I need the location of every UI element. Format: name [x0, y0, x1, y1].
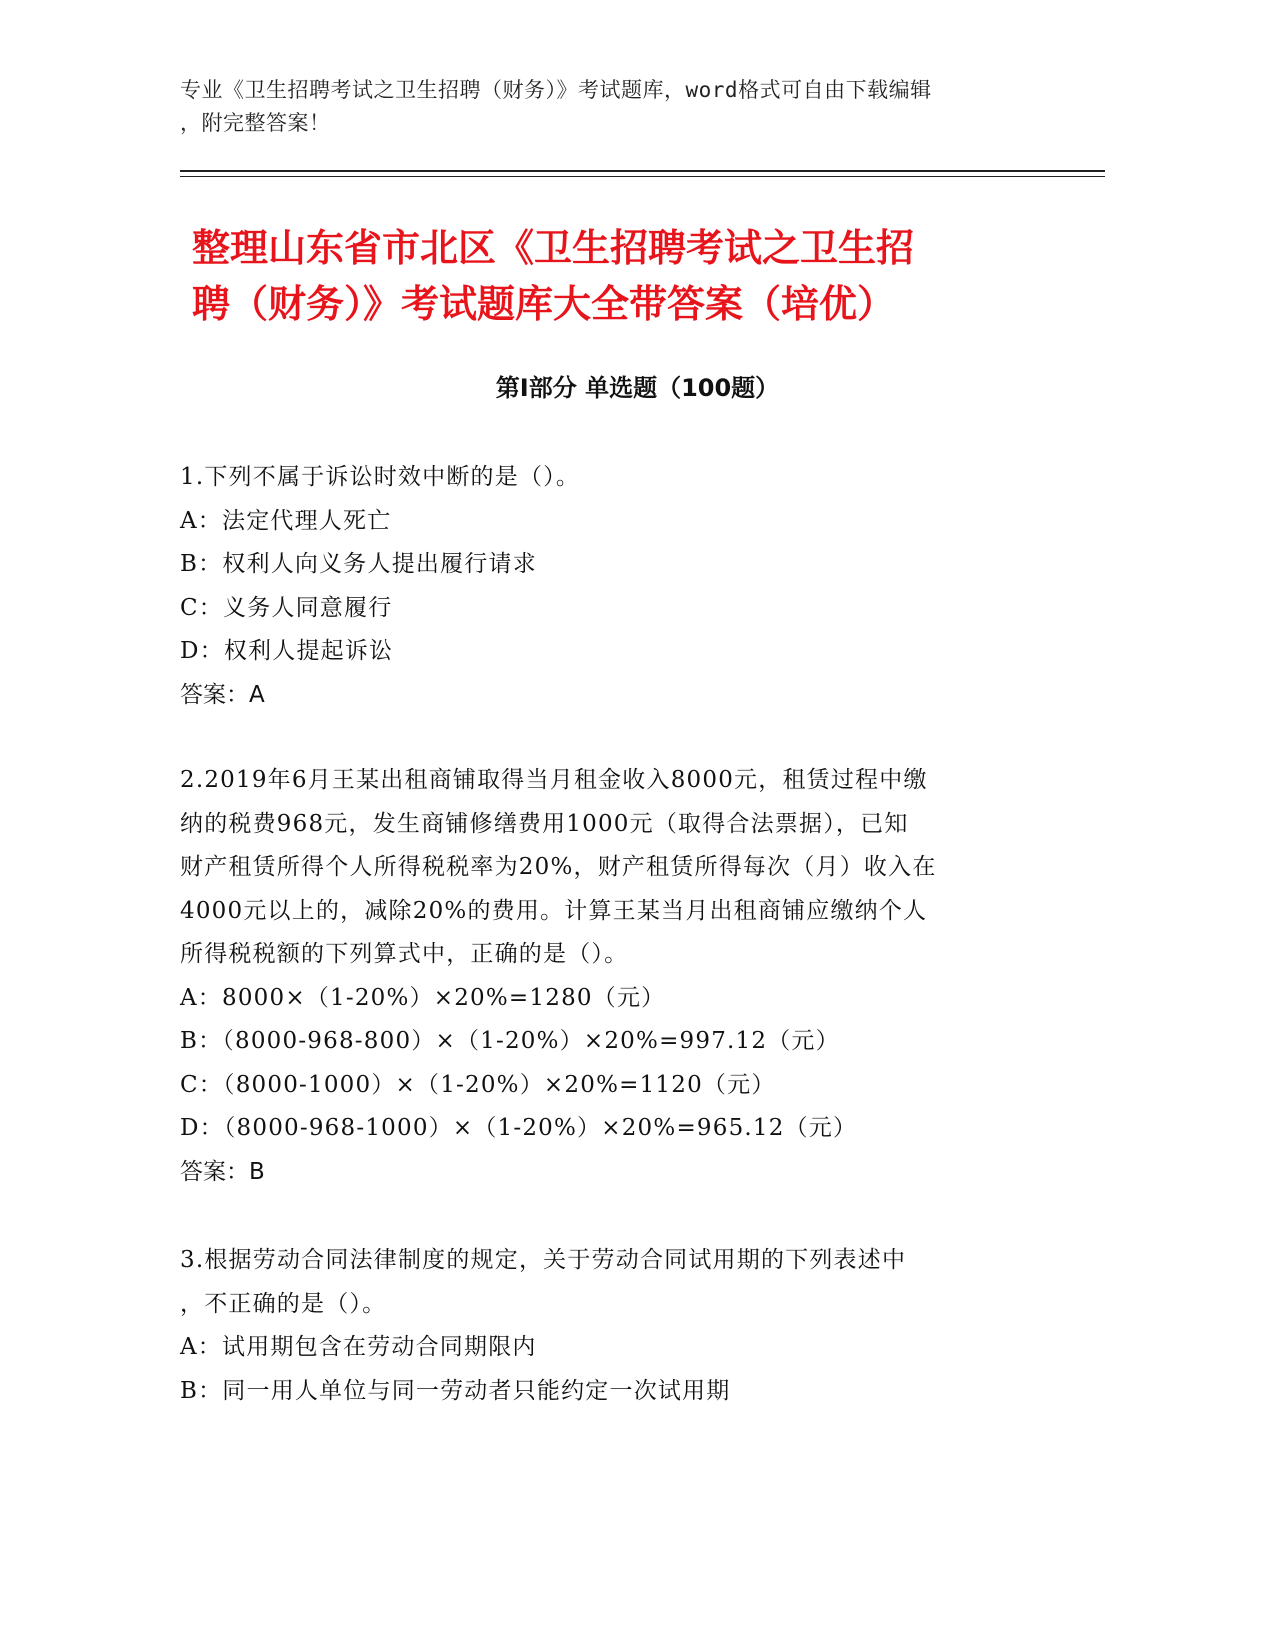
question-item	[180, 456, 1060, 717]
answer-label: 答案：A	[180, 681, 265, 708]
question-stem-line: 纳的税费968元，发生商铺修缮费用1000元（取得合法票据），已知	[180, 810, 909, 837]
option-a: A：法定代理人死亡	[180, 507, 392, 534]
question-stem: 1.下列不属于诉讼时效中断的是（）。	[180, 464, 581, 490]
section-heading: 第Ⅰ部分 单选题（100题）	[495, 374, 780, 402]
option-d: D：权利人提起诉讼	[180, 638, 394, 664]
document-title-line: 聘（财务）》考试题库大全带答案（培优）	[192, 282, 896, 326]
header-note	[180, 74, 1080, 140]
header-divider	[180, 176, 1105, 177]
option-c: C：（8000-1000）×（1-20%）×20%=1120（元）	[180, 1071, 776, 1098]
question-stem-line: 3.根据劳动合同法律制度的规定，关于劳动合同试用期的下列表述中	[180, 1247, 907, 1273]
option-b: B：（8000-968-800）×（1-20%）×20%=997.12（元）	[180, 1028, 840, 1054]
header-divider	[180, 170, 1105, 172]
question-stem-line: ，不正确的是（）。	[180, 1290, 387, 1317]
question-stem-line: 2.2019年6月王某出租商铺取得当月租金收入8000元，租赁过程中缴	[180, 767, 928, 793]
option-c: C：义务人同意履行	[180, 594, 393, 621]
header-note-line: 专业《卫生招聘考试之卫生招聘（财务）》考试题库，word格式可自由下载编辑	[180, 78, 932, 102]
option-d: D：（8000-968-1000）×（1-20%）×20%=965.12（元）	[180, 1115, 858, 1141]
question-stem-line: 财产租赁所得个人所得税税率为20%，财产租赁所得每次（月）收入在	[180, 854, 937, 880]
question-stem-line: 所得税税额的下列算式中，正确的是（）。	[180, 941, 629, 967]
option-b: B：同一用人单位与同一劳动者只能约定一次试用期	[180, 1377, 731, 1404]
question-stem-line: 4000元以上的，减除20%的费用。计算王某当月出租商铺应缴纳个人	[180, 897, 928, 924]
option-a: A：8000×（1-20%）×20%=1280（元）	[180, 984, 666, 1011]
option-a: A：试用期包含在劳动合同期限内	[180, 1334, 537, 1360]
question-item	[180, 759, 1060, 1194]
document-title-line: 整理山东省市北区《卫生招聘考试之卫生招	[192, 226, 915, 270]
question-item	[180, 1239, 1060, 1413]
header-note-line: ，附完整答案！	[180, 111, 331, 135]
answer-label: 答案：B	[180, 1158, 265, 1185]
document-title	[192, 220, 1072, 332]
option-b: B：权利人向义务人提出履行请求	[180, 551, 537, 577]
